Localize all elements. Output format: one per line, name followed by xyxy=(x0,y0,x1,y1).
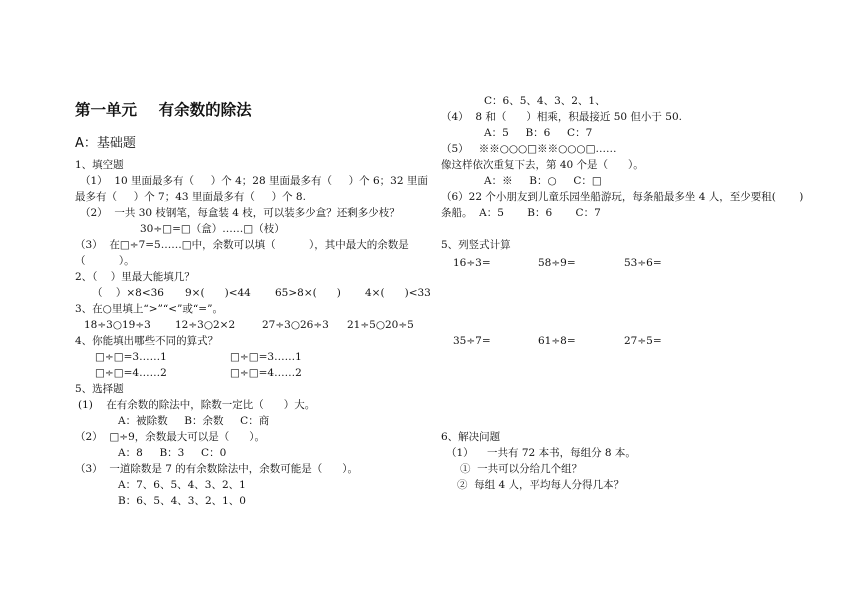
q5-heading: 5、选择题 xyxy=(75,383,124,395)
q4-item-c: □÷□=4……2 xyxy=(95,367,167,379)
q5-3-option-c: C：6、5、4、3、2、1、 xyxy=(484,95,606,107)
calc-item: 27÷5= xyxy=(624,335,662,347)
section-heading: A：基础题 xyxy=(75,136,136,151)
q3-item-d: 21÷5○20÷5 xyxy=(347,319,414,331)
q1-1-line1: （1） 10 里面最多有（ ）个 4；28 里面最多有（ ）个 6；32 里面 xyxy=(80,175,428,187)
calc-item: 61÷8= xyxy=(538,335,576,347)
q3-item-c: 27÷3○26÷3 xyxy=(262,319,329,331)
q1-2-equation: 30÷□=□（盒）……□（枝） xyxy=(140,223,285,235)
q1-1-line2: 最多有（ ）个 7；43 里面最多有（ ）个 8. xyxy=(75,191,306,203)
q7-1: （1） 一共有 72 本书，每组分 8 本。 xyxy=(446,447,636,459)
q4-item-d: □÷□=4……2 xyxy=(230,367,302,379)
q2-item-d: 4×( )<33 xyxy=(365,287,431,299)
q6-heading: 5、列竖式计算 xyxy=(441,239,511,251)
q5-5-line2: 像这样依次重复下去，第 40 个是（ ）。 xyxy=(441,159,644,171)
q1-3-line1: （3） 在□÷7=5……□中，余数可以填（ ），其中最大的余数是 xyxy=(75,239,409,251)
q3-item-b: 12÷3○2×2 xyxy=(175,319,236,331)
q5-5-options: A：※ B：○ C：□ xyxy=(484,175,602,187)
q7-heading: 6、解决问题 xyxy=(441,431,501,443)
calc-item: 53÷6= xyxy=(624,257,662,269)
q7-1-part1: ① 一共可以分给几个组？ xyxy=(460,463,583,475)
q5-5: （5） ※※○○○□※※○○○□…… xyxy=(441,143,617,155)
q1-3-line2: （ ）。 xyxy=(75,255,135,267)
q1-2: （2） 一共 30 枝钢笔，每盒装 4 枝，可以装多少盒？还剩多少枝？ xyxy=(80,207,400,219)
q7-1-part2: ② 每组 4 人，平均每人分得几本？ xyxy=(457,479,625,491)
calc-item: 35÷7= xyxy=(453,335,491,347)
q5-3: （3） 一道除数是 7 的有余数除法中，余数可能是（ ）。 xyxy=(75,463,358,475)
q2-item-c: 65>8×( ) xyxy=(275,287,341,299)
q5-3-option-b: B：6、5、4、3、2、1、0 xyxy=(118,495,246,507)
q1-heading: 1、填空题 xyxy=(75,159,124,171)
q2-heading: 2、（ ）里最大能填几？ xyxy=(75,271,195,283)
q5-6-line2: 条船。 A：5 B：6 C：7 xyxy=(441,207,601,219)
q5-1-options: A：被除数 B：余数 C：商 xyxy=(118,415,270,427)
calc-item: 58÷9= xyxy=(538,257,576,269)
q5-3-option-a: A：7、6、5、4、3、2、1 xyxy=(118,479,246,491)
q5-4-options: A：5 B：6 C：7 xyxy=(484,127,593,139)
q5-1: (1) 在有余数的除法中，除数一定比（ ）大。 xyxy=(78,399,316,411)
q3-heading: 3、在○里填上“>”“<”或“=”。 xyxy=(75,303,223,315)
q2-item-a: （ ）×8<36 xyxy=(92,287,164,299)
q4-item-a: □÷□=3……1 xyxy=(95,351,167,363)
title: 第一单元 有余数的除法 xyxy=(75,101,252,119)
q5-6-line1: （6）22 个小朋友到儿童乐园坐船游玩，每条船最多坐 4 人，至少要租( ) xyxy=(441,191,804,203)
q5-4: （4） 8 和（ ）相乘，积最接近 50 但小于 50. xyxy=(441,111,682,123)
q2-item-b: 9×( )<44 xyxy=(185,287,251,299)
q3-item-a: 18÷3○19÷3 xyxy=(84,319,151,331)
q4-item-b: □÷□=3……1 xyxy=(230,351,302,363)
q4-heading: 4、你能填出哪些不同的算式？ xyxy=(75,335,219,347)
q5-2: （2） □÷9，余数最大可以是（ ）。 xyxy=(75,431,266,443)
q5-2-options: A：8 B：3 C：0 xyxy=(118,447,227,459)
calc-item: 16÷3= xyxy=(453,257,491,269)
